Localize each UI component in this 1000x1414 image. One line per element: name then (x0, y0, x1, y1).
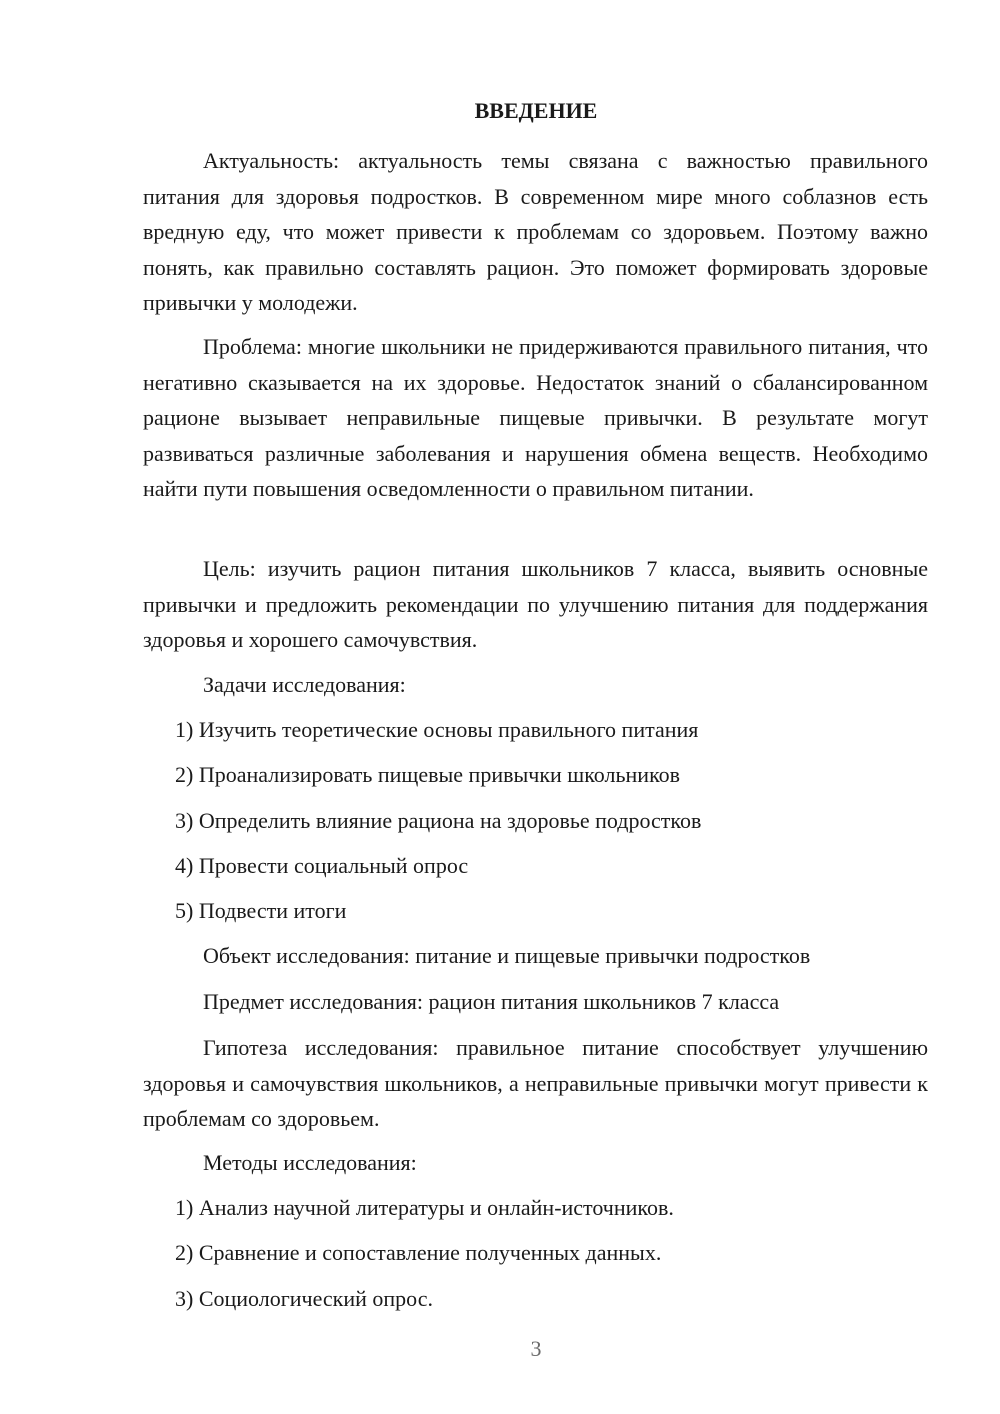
page-title: ВВЕДЕНИЕ (474, 98, 598, 123)
method-item-3: 3) Социологический опрос. (175, 1286, 433, 1311)
task-item-3: 3) Определить влияние рациона на здоровье подростков (175, 808, 702, 833)
task-item-4: 4) Провести социальный опрос (175, 853, 469, 878)
goal-paragraph: Цель: изучить рацион питания школьников 7 класса, выявить основные привычки и предложить рекомендации по улучшению питания для поддержания здоровья и хорошего самочувствия. (143, 556, 928, 652)
hypothesis-paragraph: Гипотеза исследования: правильное питание способствует улучшению здоровья и самочувствия школьников, а неправильные привычки могут привести к проблемам со здоровьем. (143, 1035, 928, 1131)
method-item-1: 1) Анализ научной литературы и онлайн-источников. (175, 1195, 674, 1220)
methods-heading: Методы исследования: (203, 1150, 417, 1175)
tasks-heading: Задачи исследования: (203, 672, 406, 697)
research-subject: Предмет исследования: рацион питания школьников 7 класса (203, 989, 780, 1014)
relevance-paragraph: Актуальность: актуальность темы связана с важностью правильного питания для здоровья подростков. В современном мире много соблазнов есть вредную еду, что может привести к проблемам со здоровьем. Поэтому важно понять, как правильно составлять рацион. Это поможет формировать здоровые привычки у молодежи. (143, 148, 928, 315)
page-number: 3 (530, 1336, 542, 1361)
problem-paragraph: Проблема: многие школьники не придерживаются правильного питания, что негативно сказывается на их здоровье. Недостаток знаний о сбалансированном рационе вызывает неправильные пищевые привычки. В результате могут развиваться различные заболевания и нарушения обмена веществ. Необходимо найти пути повышения осведомленности о правильном питании. (143, 334, 928, 501)
task-item-1: 1) Изучить теоретические основы правильного питания (175, 717, 699, 742)
task-item-2: 2) Проанализировать пищевые привычки школьников (175, 762, 681, 787)
task-item-5: 5) Подвести итоги (175, 898, 347, 923)
research-object: Объект исследования: питание и пищевые привычки подростков (203, 943, 811, 968)
method-item-2: 2) Сравнение и сопоставление полученных данных. (175, 1240, 662, 1265)
